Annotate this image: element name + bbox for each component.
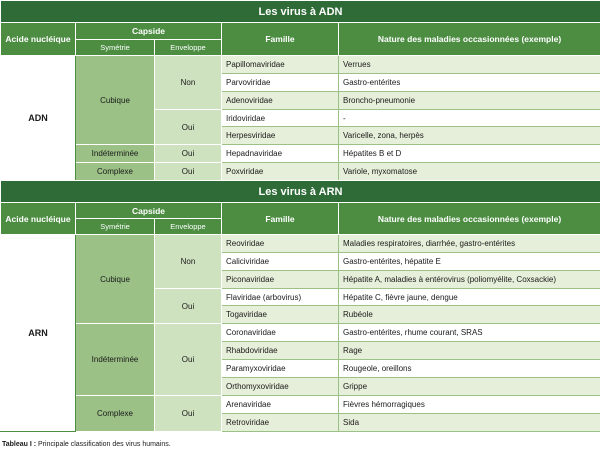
symmetry-header: Symétrie bbox=[76, 219, 155, 235]
disease-cell: Gastro-entérites, hépatite E bbox=[339, 253, 600, 271]
disease-cell: Fièvres hémorragiques bbox=[339, 396, 600, 414]
disease-cell: Maladies respiratoires, diarrhée, gastro-entérites bbox=[339, 235, 600, 253]
acid-header: Acide nucléique bbox=[1, 23, 76, 56]
envelope-cell: Non bbox=[155, 56, 222, 110]
symmetry-cell: Complexe bbox=[76, 163, 155, 181]
disease-cell: Variole, myxomatose bbox=[339, 163, 600, 181]
caption-text: Principale classification des virus humains. bbox=[36, 441, 171, 448]
dna-table-title: Les virus à ADN bbox=[1, 1, 600, 23]
capsid-header: Capside bbox=[76, 203, 222, 219]
family-cell: Orthomyxoviridae bbox=[222, 378, 339, 396]
envelope-header: Enveloppe bbox=[155, 219, 222, 235]
family-cell: Adenoviridae bbox=[222, 92, 339, 110]
disease-cell: Rage bbox=[339, 342, 600, 360]
envelope-cell: Oui bbox=[155, 163, 222, 181]
acid-value-cell: ADN bbox=[1, 56, 76, 181]
disease-cell: Hépatite C, fièvre jaune, dengue bbox=[339, 289, 600, 306]
capsid-header: Capside bbox=[76, 23, 222, 40]
family-cell: Caliciviridae bbox=[222, 253, 339, 271]
envelope-cell: Oui bbox=[155, 396, 222, 432]
family-cell: Paramyxoviridae bbox=[222, 360, 339, 378]
envelope-cell: Non bbox=[155, 235, 222, 289]
disease-cell: Rougeole, oreillons bbox=[339, 360, 600, 378]
family-cell: Arenaviridae bbox=[222, 396, 339, 414]
envelope-cell: Oui bbox=[155, 110, 222, 145]
rna-table-title: Les virus à ARN bbox=[1, 181, 600, 203]
family-cell: Poxviridae bbox=[222, 163, 339, 181]
disease-cell: Hépatites B et D bbox=[339, 145, 600, 163]
family-cell: Reoviridae bbox=[222, 235, 339, 253]
family-header: Famille bbox=[222, 23, 339, 56]
symmetry-cell: Cubique bbox=[76, 56, 155, 145]
disease-cell: Sida bbox=[339, 414, 600, 432]
disease-cell: Grippe bbox=[339, 378, 600, 396]
family-cell: Herpesviridae bbox=[222, 127, 339, 145]
diseases-header: Nature des maladies occasionnées (exemple) bbox=[339, 203, 600, 235]
family-cell: Coronaviridae bbox=[222, 324, 339, 342]
disease-cell: Gastro-entérites, rhume courant, SRAS bbox=[339, 324, 600, 342]
disease-cell: Broncho-pneumonie bbox=[339, 92, 600, 110]
disease-cell: - bbox=[339, 110, 600, 127]
symmetry-cell: Indéterminée bbox=[76, 145, 155, 163]
rna-virus-table bbox=[0, 180, 600, 432]
family-cell: Retroviridae bbox=[222, 414, 339, 432]
family-cell: Papillomaviridae bbox=[222, 56, 339, 74]
envelope-cell: Oui bbox=[155, 289, 222, 324]
disease-cell: Varicelle, zona, herpès bbox=[339, 127, 600, 145]
family-cell: Hepadnaviridae bbox=[222, 145, 339, 163]
family-cell: Iridoviridae bbox=[222, 110, 339, 127]
family-cell: Piconaviridae bbox=[222, 271, 339, 289]
symmetry-cell: Indéterminée bbox=[76, 324, 155, 396]
dna-virus-table bbox=[0, 0, 600, 181]
symmetry-cell: Complexe bbox=[76, 396, 155, 432]
diseases-header: Nature des maladies occasionnées (exemple) bbox=[339, 23, 600, 56]
disease-cell: Hépatite A, maladies à entérovirus (poliomyélite, Coxsackie) bbox=[339, 271, 600, 289]
table-caption bbox=[2, 441, 171, 448]
acid-value-cell: ARN bbox=[1, 235, 76, 432]
family-cell: Togaviridae bbox=[222, 306, 339, 324]
acid-header: Acide nucléique bbox=[1, 203, 76, 235]
caption-label: Tableau I : bbox=[2, 441, 37, 448]
symmetry-cell: Cubique bbox=[76, 235, 155, 324]
envelope-cell: Oui bbox=[155, 145, 222, 163]
disease-cell: Gastro-entérites bbox=[339, 74, 600, 92]
family-cell: Parvoviridae bbox=[222, 74, 339, 92]
envelope-cell: Oui bbox=[155, 324, 222, 396]
family-header: Famille bbox=[222, 203, 339, 235]
family-cell: Flaviridae (arbovirus) bbox=[222, 289, 339, 306]
family-cell: Rhabdoviridae bbox=[222, 342, 339, 360]
disease-cell: Verrues bbox=[339, 56, 600, 74]
symmetry-header: Symétrie bbox=[76, 40, 155, 56]
envelope-header: Enveloppe bbox=[155, 40, 222, 56]
disease-cell: Rubéole bbox=[339, 306, 600, 324]
